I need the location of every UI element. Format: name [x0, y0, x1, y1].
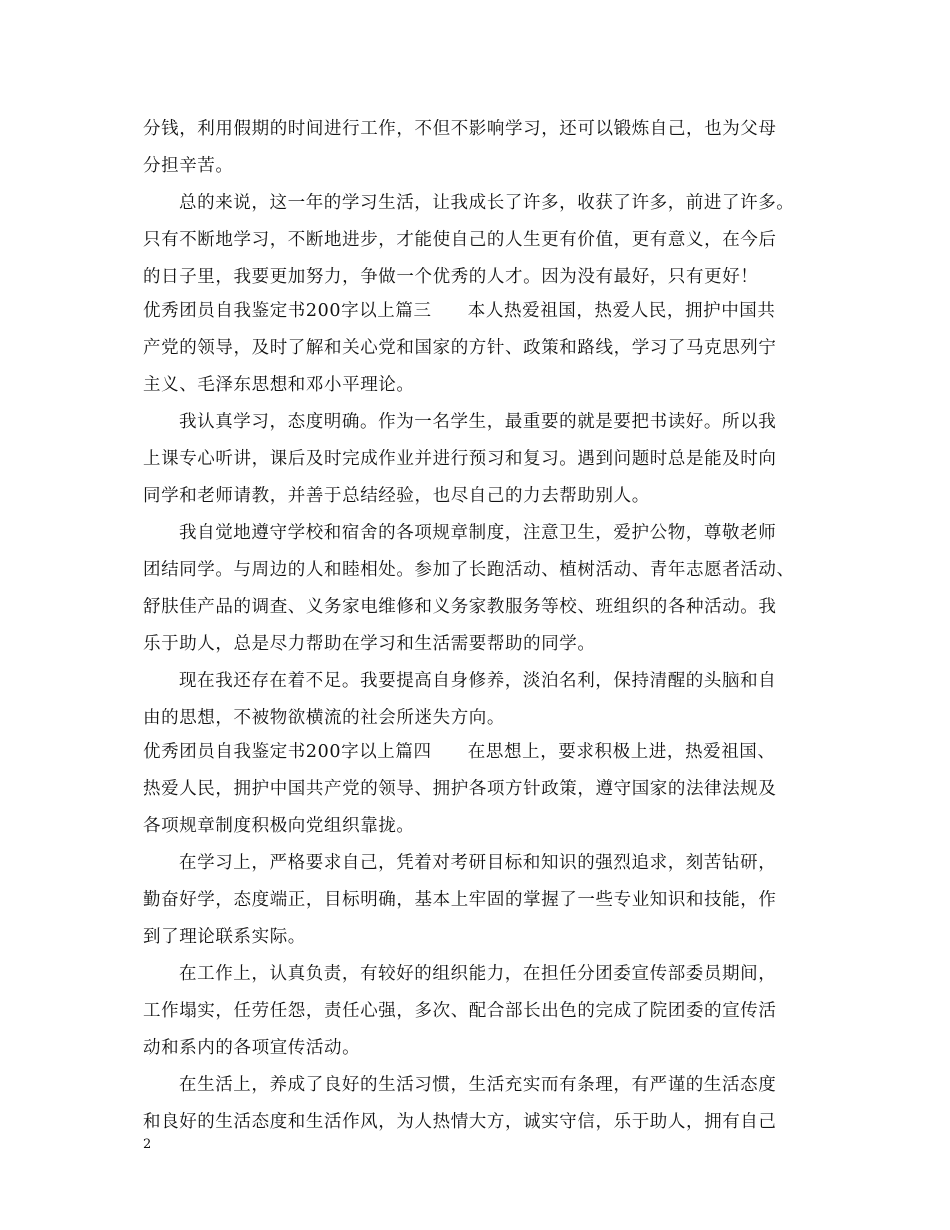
- text-line: 只有不断地学习，不断地进步，才能使自己的人生更有价值，更有意义，在今后: [143, 230, 777, 250]
- text-line: 主义、毛泽东思想和邓小平理论。: [143, 375, 415, 395]
- text-line: 勤奋好学，态度端正，目标明确，基本上牢固的掌握了一些专业知识和技能，作: [143, 890, 777, 910]
- text-line: 各项规章制度积极向党组织靠拢。: [143, 816, 415, 836]
- text-line: 上课专心听讲，课后及时完成作业并进行预习和复习。遇到问题时总是能及时向: [143, 449, 777, 469]
- text-line: 的日子里，我要更加努力，争做一个优秀的人才。因为没有最好，只有更好！: [143, 267, 759, 287]
- text-line: 和良好的生活态度和生活作风，为人热情大方，诚实守信，乐于助人，拥有自己: [143, 1112, 777, 1132]
- text-line: 乐于助人，总是尽力帮助在学习和生活需要帮助的同学。: [143, 634, 596, 654]
- text-line: 在工作上，认真负责，有较好的组织能力，在担任分团委宣传部委员期间，: [179, 964, 777, 984]
- text-line: 我认真学习，态度明确。作为一名学生，最重要的就是要把书读好。所以我: [179, 412, 777, 432]
- text-line: 到了理论联系实际。: [143, 927, 306, 947]
- text-line: 产党的领导，及时了解和关心党和国家的方针、政策和路线，学习了马克思列宁: [143, 338, 777, 358]
- text-line: 分钱，利用假期的时间进行工作，不但不影响学习，还可以锻炼自己，也为父母: [143, 119, 777, 139]
- text-line: 同学和老师请教，并善于总结经验，也尽自己的力去帮助别人。: [143, 486, 650, 506]
- text-line: 由的思想，不被物欲横流的社会所迷失方向。: [143, 708, 505, 728]
- page-number: 2: [143, 1137, 152, 1152]
- text-line: 在学习上，严格要求自己，凭着对考研目标和知识的强烈追求，刻苦钻研，: [179, 853, 777, 873]
- text-line: 工作塌实，任劳任怨，责任心强，多次、配合部长出色的完成了院团委的宣传活: [143, 1001, 777, 1021]
- text-line: 在生活上，养成了良好的生活习惯，生活充实而有条理，有严谨的生活态度: [179, 1075, 777, 1095]
- text-line: 我自觉地遵守学校和宿舍的各项规章制度，注意卫生，爱护公物，尊敬老师: [179, 523, 777, 543]
- text-line: 动和系内的各项宣传活动。: [143, 1038, 361, 1058]
- text-line: 分担辛苦。: [143, 156, 234, 176]
- text-line: 团结同学。与周边的人和睦相处。参加了长跑活动、植树活动、青年志愿者活动、: [143, 560, 795, 580]
- text-line: 舒肤佳产品的调查、义务家电维修和义务家教服务等校、班组织的各种活动。我: [143, 597, 777, 617]
- text-line: 总的来说，这一年的学习生活，让我成长了许多，收获了许多，前进了许多。: [179, 193, 795, 213]
- text-line: 热爱人民，拥护中国共产党的领导、拥护各项方针政策，遵守国家的法律法规及: [143, 779, 777, 799]
- section-heading-line: 优秀团员自我鉴定书200字以上篇四 在思想上，要求积极上进，热爱祖国、: [143, 742, 776, 762]
- text-line: 现在我还存在着不足。我要提高自身修养，淡泊名利，保持清醒的头脑和自: [179, 671, 777, 691]
- section-heading-line: 优秀团员自我鉴定书200字以上篇三 本人热爱祖国，热爱人民，拥护中国共: [143, 301, 776, 321]
